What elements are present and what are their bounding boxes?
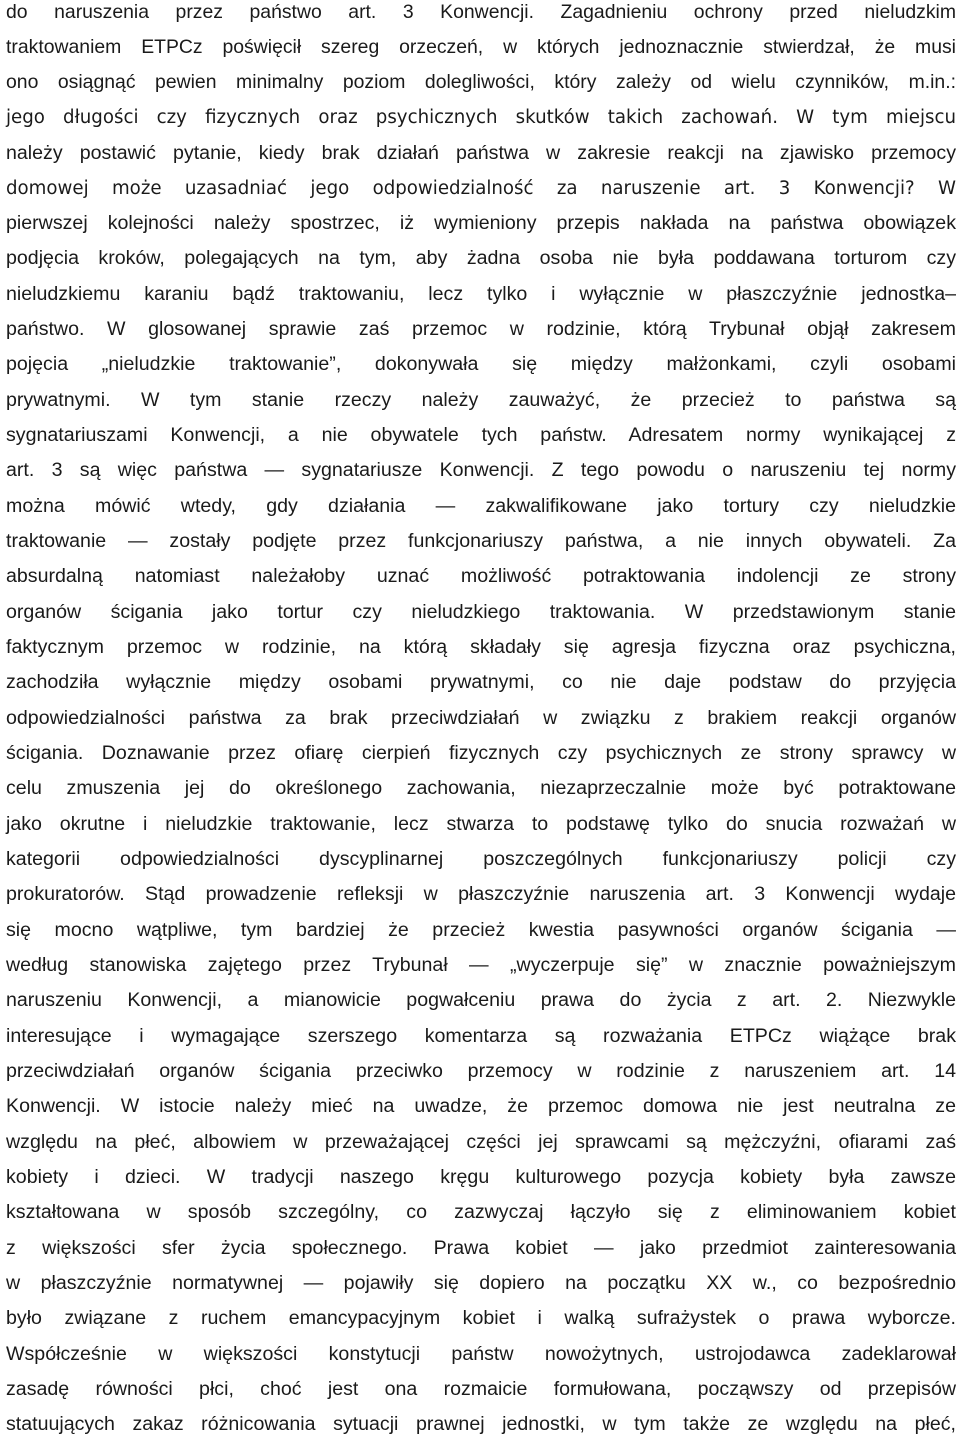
text-line-22: ścigania. Doznawanie przez ofiarę cierpień fizycznych czy psychicznych ze strony sprawcy w [6,742,956,764]
text-line-25: kategorii odpowiedzialności dyscyplinarnej poszczególnych funkcjonariuszy policji czy [6,848,956,870]
text-line-8: podjęcia kroków, polegających na tym, aby żadna osoba nie była poddawana torturom czy [6,247,956,269]
text-line-12: prywatnymi. W tym stanie rzeczy należy zauważyć, że przecież to państwa są [6,389,956,411]
text-line-40: zasadę równości płci, choć jest ona rozmaicie formułowana, począwszy od przepisów [6,1378,956,1400]
text-line-36: z większości sfer życia społecznego. Prawa kobiet — jako przedmiot zainteresowania [6,1237,956,1259]
text-line-14: art. 3 są więc państwa — sygnatariusze Konwencji. Z tego powodu o naruszeniu tej normy [6,459,956,481]
text-line-32: Konwencji. W istocie należy mieć na uwadze, że przemoc domowa nie jest neutralna ze [6,1095,956,1117]
text-line-18: organów ścigania jako tortur czy nieludzkiego traktowania. W przedstawionym stanie [6,601,956,623]
text-line-7: pierwszej kolejności należy spostrzec, iż wymieniony przepis nakłada na państwa obowiązek [6,212,956,234]
text-line-35: kształtowana w sposób szczególny, co zazwyczaj łączyło się z eliminowaniem kobiet [6,1201,956,1223]
text-line-9: nieludzkiemu karaniu bądź traktowaniu, lecz tylko i wyłącznie w płaszczyźnie jednostka– [6,283,956,305]
text-line-6: domowej może uzasadniać jego odpowiedzialność za naruszenie art. 3 Konwencji? W [6,178,956,199]
text-line-5: należy postawić pytanie, kiedy brak działań państwa w zakresie reakcji na zjawisko przemocy [6,142,956,164]
text-line-1: do naruszenia przez państwo art. 3 Konwencji. Zagadnieniu ochrony przed nieludzkim [6,1,956,23]
text-line-19: faktycznym przemoc w rodzinie, na którą składały się agresja fizyczna oraz psychiczna, [6,636,956,658]
text-line-38: było związane z ruchem emancypacyjnym kobiet i walką sufrażystek o prawa wyborcze. [6,1307,956,1329]
text-line-2: traktowaniem ETPCz poświęcił szereg orzeczeń, w których jednoznacznie stwierdzał, że musi [6,36,956,58]
text-line-3: ono osiągnąć pewien minimalny poziom dolegliwości, który zależy od wielu czynników, m.in.: [6,71,956,93]
text-line-27: się mocno wątpliwe, tym bardziej że przecież kwestia pasywności organów ścigania — [6,919,956,941]
text-line-28: według stanowiska zajętego przez Trybunał — „wyczerpuje się” w znacznie poważniejszym [6,954,956,976]
text-line-34: kobiety i dzieci. W tradycji naszego kręgu kulturowego pozycja kobiety była zawsze [6,1166,956,1188]
text-line-26: prokuratorów. Stąd prowadzenie refleksji w płaszczyźnie naruszenia art. 3 Konwencji wydaje [6,883,956,905]
text-line-33: względu na płeć, albowiem w przeważającej części jej sprawcami są mężczyźni, ofiarami zaś [6,1131,956,1153]
text-line-30: interesujące i wymagające szerszego komentarza są rozważania ETPCz wiążące brak [6,1025,956,1047]
text-line-41: statuujących zakaz różnicowania sytuacji prawnej jednostki, w tym także ze względu na płeć, [6,1413,956,1435]
text-line-24: jako okrutne i nieludzkie traktowanie, lecz stwarza to podstawę tylko do snucia rozważań w [6,813,956,835]
text-line-13: sygnatariuszami Konwencji, a nie obywatele tych państw. Adresatem normy wynikającej z [6,424,956,446]
text-line-39: Współcześnie w większości konstytucji państw nowożytnych, ustrojodawca zadeklarował [6,1343,956,1365]
text-line-10: państwo. W glosowanej sprawie zaś przemoc w rodzinie, którą Trybunał objął zakresem [6,318,956,340]
text-line-4: jego długości czy fizycznych oraz psychicznych skutków takich zachowań. W tym miejscu [6,107,956,128]
text-line-16: traktowanie — zostały podjęte przez funkcjonariuszy państwa, a nie innych obywateli. Za [6,530,956,552]
text-line-20: zachodziła wyłącznie między osobami prywatnymi, co nie daje podstaw do przyjęcia [6,671,956,693]
text-line-17: absurdalną natomiast należałoby uznać możliwość potraktowania indolencji ze strony [6,565,956,587]
text-line-11: pojęcia „nieludzkie traktowanie”, dokonywała się między małżonkami, czyli osobami [6,353,956,375]
text-line-21: odpowiedzialności państwa za brak przeciwdziałań w związku z brakiem reakcji organów [6,707,956,729]
text-line-23: celu zmuszenia jej do określonego zachowania, niezaprzeczalnie może być potraktowane [6,777,956,799]
text-line-37: w płaszczyźnie normatywnej — pojawiły się dopiero na początku XX w., co bezpośrednio [6,1272,956,1294]
text-line-31: przeciwdziałań organów ścigania przeciwko przemocy w rodzinie z naruszeniem art. 14 [6,1060,956,1082]
text-line-15: można mówić wtedy, gdy działania — zakwalifikowane jako tortury czy nieludzkie [6,495,956,517]
text-line-29: naruszeniu Konwencji, a mianowicie pogwałceniu prawa do życia z art. 2. Niezwykle [6,989,956,1011]
